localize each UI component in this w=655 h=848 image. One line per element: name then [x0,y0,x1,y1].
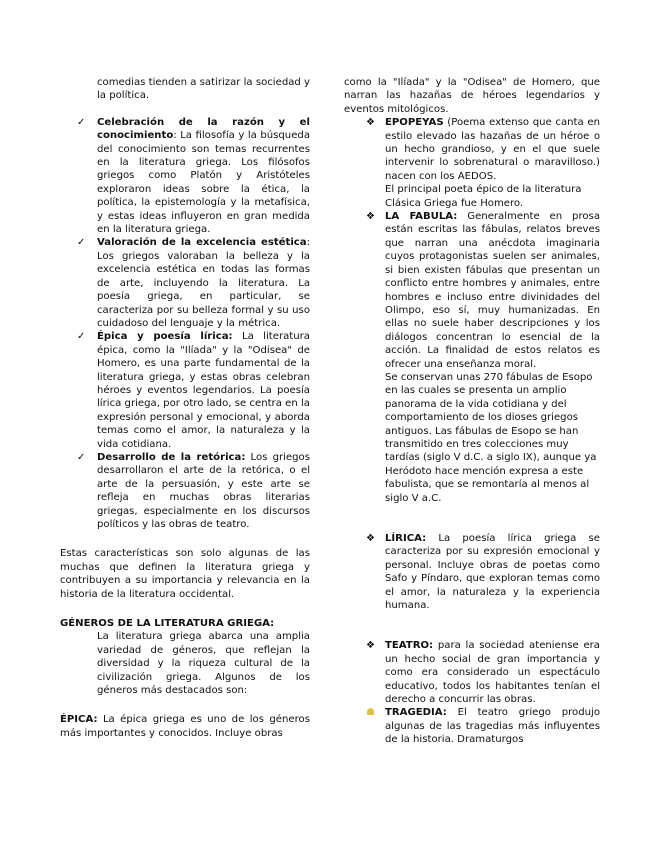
summary-paragraph: Estas características son solo algunas de las muchas que definen la literatura griega y contribuyen a su importancia y relevancia en la historia de la literatura occidental. [60,548,310,600]
epica-continuation: como la "Ilíada" y la "Odisea" de Homero, que narran las hazañas de héroes legendarios y eventos mitológicos. [344,77,600,115]
list-item-tragedia [344,706,600,746]
bullet-title: Celebración de la razón y el conocimiento [97,116,310,142]
fabula-label: LA FABULA: [385,211,458,223]
bullet-sep [233,331,242,342]
bullet-title: Desarrollo de la retórica: [97,451,246,463]
list-item [60,451,310,531]
bullet-text: Los griegos valoraban la belleza y la excelencia estética en todas las formas de arte, incluyendo la literatura. La poesía griega, en particular, se caracteriza por su belleza formal y su uso cuidadoso del lenguaje y la métrica. [97,250,310,329]
right-column [344,76,600,747]
check-icon: ✓ [77,116,86,128]
genres-heading-text: GÉNEROS DE LA LITERATURA GRIEGA: [60,618,275,630]
epopeyas-label: EPOPEYAS [385,117,444,129]
left-column [60,76,310,740]
check-icon: ✓ [77,331,86,343]
bullet-text: La literatura épica, como la "Ilíada" y la "Odisea" de Homero, es una parte fundamental de la literatura griega, y estas obras celebran héroes y eventos legendarios. La poesía lírica griega, por otro lado, se centra en la expresión personal y emocional, y aborda temas como el amor, la naturaleza y la vida cotidiana. [97,331,310,450]
diamond-bullet-icon: ❖ [366,211,375,223]
genres-intro: La literatura griega abarca una amplia variedad de géneros, que reflejan la diversidad y la riqueza cultural de la civilización griega. Algunos de los géneros más destacados son: [97,631,310,697]
lirica-label: LÍRICA: [385,533,427,544]
list-item-teatro [344,639,600,706]
tragedy-mask-icon: ☗ [366,707,375,719]
tragedia-label: TRAGEDIA: [385,707,447,719]
bullet-sep: : [173,130,181,142]
fabula-text: Generalmente en prosa están escritas las fábulas, relatos breves que narran una anécdota imaginaria cuyos protagonistas suelen ser animales, si bien existen fábulas que presentan un conflicto entre hombres y animales, entre hombres e incluso entre divinidades del Olimpo, eso sí, muy humanizadas. En ellas no suele haber descripciones y los diálogos concentran lo esencial de la acción. La finalidad de estos relatos es ofrecer una enseñanza moral. [385,211,600,370]
list-item [60,116,310,237]
bullet-title: Valoración de la excelencia estética [97,237,307,249]
bullet-text: Los griegos desarrollaron el arte de la retórica, o el arte de la persuasión, y este arte se refleja en muchas obras literarias griegas, especialmente en los discursos políticos y las obras de teatro. [97,451,310,530]
list-item-fabula [344,210,600,505]
epopeyas-text: (Poema extenso que canta en estilo elevado las hazañas de un héroe o un hecho grandioso, y en el que suele intervenir lo sobrenatural o maravilloso.) nacen con los AEDOS. [385,117,600,182]
genres-list [344,116,600,746]
diamond-bullet-icon: ❖ [366,533,375,544]
genres-heading [60,617,310,630]
epica-label: ÉPICA: [60,714,98,726]
list-item [60,236,310,330]
diamond-bullet-icon: ❖ [366,640,375,652]
bullet-text: La filosofía y la búsqueda del conocimiento son temas recurrentes en la literatura griega. Los filósofos griegos como Platón y Aristóteles exploraron ideas sobre la ética, la política, la epistemología y la metafísica, y estas ideas influyeron en gran medida en la literatura griega. [97,130,311,236]
check-icon: ✓ [77,237,86,249]
epopeyas-extra: El principal poeta épico de la literatura Clásica Griega fue Homero. [385,184,582,209]
epica-text: La épica griega es uno de los géneros más importantes y conocidos. Incluye obras [60,714,310,739]
characteristics-list [60,116,310,532]
list-item-epopeyas [344,116,600,210]
check-icon: ✓ [77,451,86,463]
list-item [60,330,310,451]
teatro-label: TEATRO: [385,640,434,652]
intro-tail: comedias tienden a satirizar la sociedad y la política. [97,77,310,102]
tragedia-text: El teatro griego produjo algunas de las tragedias más influyentes de la historia. Dramaturgos [385,707,600,746]
fabula-extra: Se conservan unas 270 fábulas de Esopo en las cuales se presenta un amplio panorama de la vida cotidiana y del comportamiento de los dioses griegos antiguos. Las fábulas de Esopo se han transmitido en tres colecciones muy tardías (siglo V d.C. a siglo IX), aunque ya Heródoto hace mención expresa a este fabulista, que se remontaría al menos al siglo V a.C. [385,371,597,504]
lirica-text: La poesía lírica griega se caracteriza por su expresión emocional y personal. Incluye obras de poetas como Safo y Píndaro, que exploran temas como el amor, la naturaleza y la experiencia humana. [385,533,600,612]
bullet-title: Épica y poesía lírica: [97,331,233,343]
epica-paragraph [60,713,310,740]
teatro-text: para la sociedad ateniense era un hecho social de gran importancia y como era considerado un espectáculo educativo, todos los habitantes tenían el derecho a concurrir las obras. [385,640,600,706]
diamond-bullet-icon: ❖ [366,117,375,129]
list-item-lirica [344,532,600,612]
bullet-sep: : [306,237,310,249]
